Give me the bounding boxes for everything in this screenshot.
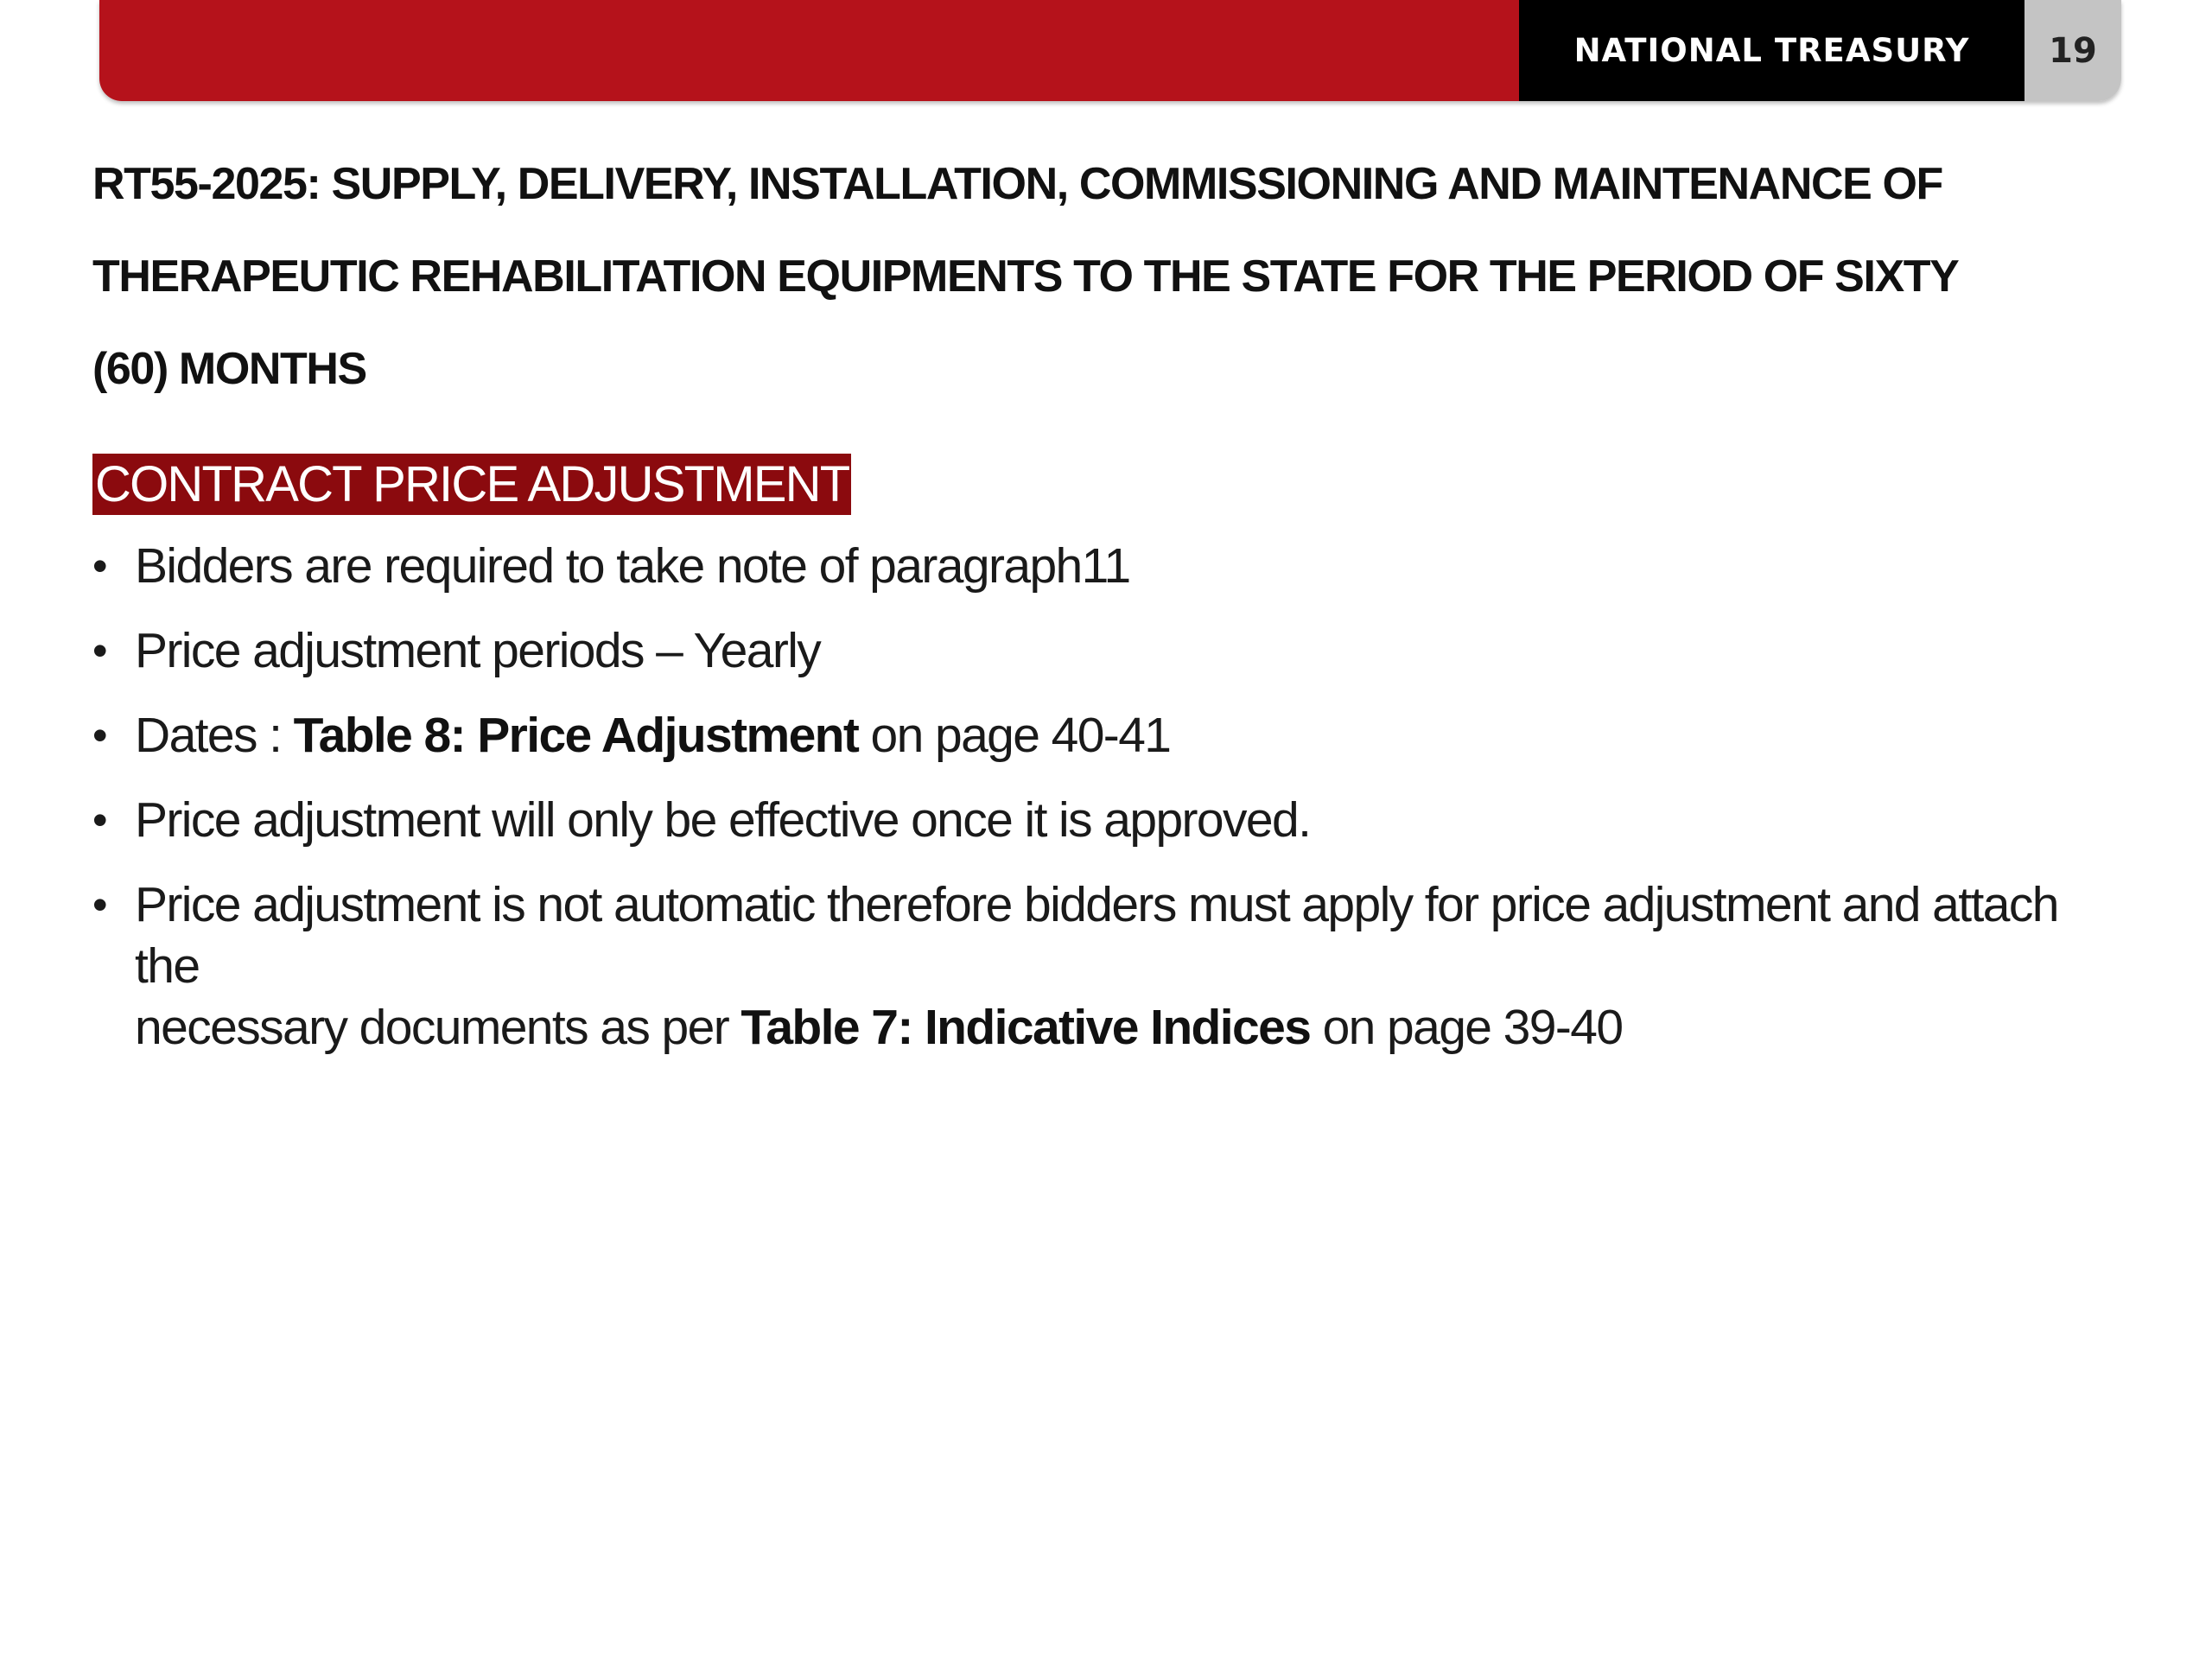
table-8-reference: Table 8: Price Adjustment	[293, 708, 859, 763]
slide-title	[92, 138, 2132, 416]
page-number: 19	[2024, 0, 2121, 101]
header-red-band	[99, 0, 1519, 101]
list-item	[92, 536, 2132, 597]
bullet-text-prefix: necessary documents as per	[135, 1000, 741, 1055]
header-brand: NATIONAL TREASURY	[1519, 0, 2024, 101]
bullet-icon: •	[92, 626, 106, 675]
list-item	[92, 790, 2132, 851]
list-item	[92, 705, 2132, 766]
title-line-2: THERAPEUTIC REHABILITATION EQUIPMENTS TO THE STATE FOR THE PERIOD OF SIXTY	[92, 251, 1959, 302]
list-item	[92, 620, 2132, 682]
bullet-text-prefix: Dates :	[135, 708, 294, 763]
bullet-text-suffix: on page 39-40	[1310, 1000, 1623, 1055]
title-line-1: RT55-2025: SUPPLY, DELIVERY, INSTALLATION, COMMISSIONING AND MAINTENANCE OF	[92, 159, 1942, 209]
table-7-reference: Table 7: Indicative Indices	[741, 1000, 1311, 1055]
bullet-text: Price adjustment periods – Yearly	[135, 623, 821, 678]
section-label: CONTRACT PRICE ADJUSTMENT	[92, 454, 851, 515]
title-line-3: (60) MONTHS	[92, 344, 366, 394]
bullet-text: Bidders are required to take note of paragraph11	[135, 538, 1130, 594]
bullet-icon: •	[92, 711, 106, 760]
bullet-text-line-1: Price adjustment is not automatic therefore bidders must apply for price adjustment and attach the	[135, 877, 2058, 994]
bullet-icon: •	[92, 880, 106, 929]
bullet-icon: •	[92, 796, 106, 844]
list-item	[92, 874, 2132, 1058]
bullet-text-suffix: on page 40-41	[858, 708, 1171, 763]
bullet-list	[92, 536, 2132, 1082]
bullet-text: Price adjustment will only be effective once it is approved.	[135, 792, 1311, 848]
header-bar	[99, 0, 2121, 101]
bullet-icon: •	[92, 542, 106, 590]
